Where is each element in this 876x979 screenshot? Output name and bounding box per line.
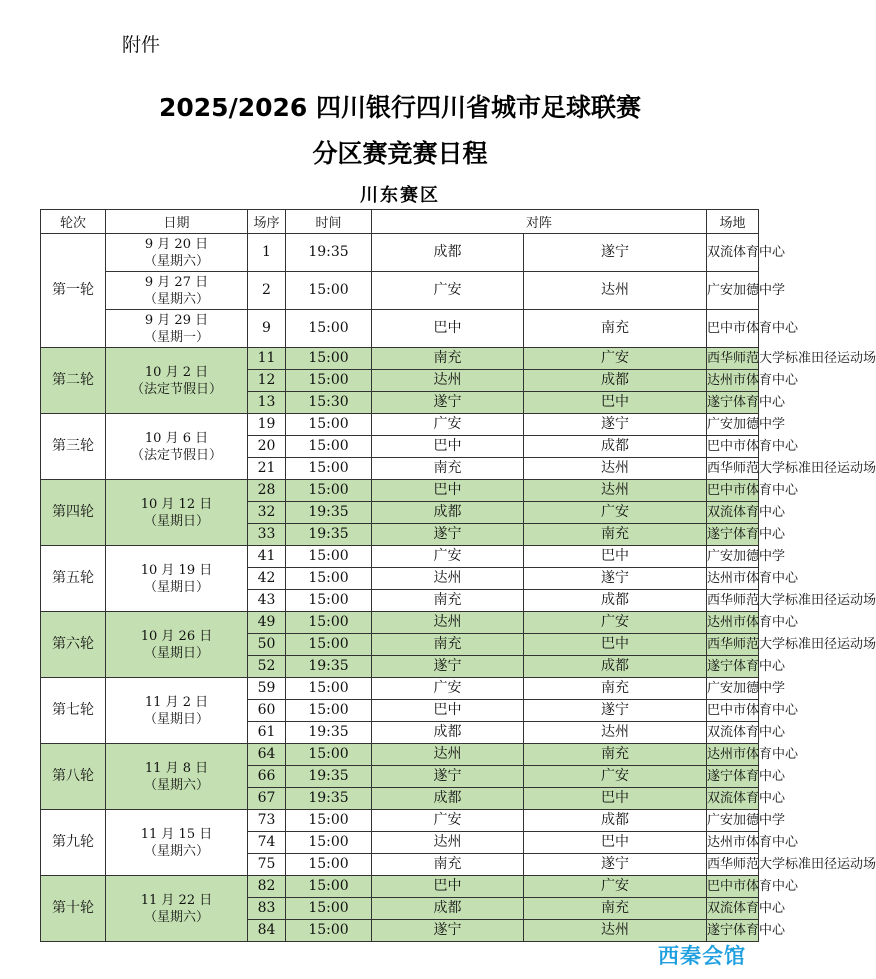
match-time: 15:00 [286,458,372,480]
match-time: 19:35 [286,788,372,810]
home-team: 遂宁 [372,920,524,942]
col-header-match-no: 场序 [248,210,286,234]
away-team: 遂宁 [524,568,707,590]
match-venue: 遂宁体育中心 [707,920,759,942]
match-time: 15:00 [286,898,372,920]
match-venue: 遂宁体育中心 [707,766,759,788]
away-team: 遂宁 [524,854,707,876]
match-venue: 双流体育中心 [707,234,759,272]
match-time: 15:00 [286,348,372,370]
away-team: 遂宁 [524,700,707,722]
match-venue: 达州市体育中心 [707,612,759,634]
match-venue: 遂宁体育中心 [707,524,759,546]
table-row [41,810,759,832]
round-name: 第九轮 [41,810,106,876]
attachment-label: 附件 [122,34,161,56]
match-number: 19 [248,414,286,436]
match-venue: 达州市体育中心 [707,370,759,392]
match-number: 1 [248,234,286,272]
col-header-venue: 场地 [707,210,759,234]
away-team: 南充 [524,898,707,920]
home-team: 南充 [372,590,524,612]
match-number: 59 [248,678,286,700]
match-venue: 巴中市体育中心 [707,876,759,898]
home-team: 南充 [372,458,524,480]
round-name: 第五轮 [41,546,106,612]
away-team: 成都 [524,370,707,392]
match-date: 9 月 27 日 （星期六） [106,272,248,310]
match-venue: 达州市体育中心 [707,832,759,854]
match-number: 42 [248,568,286,590]
match-number: 9 [248,310,286,348]
match-venue: 广安加德中学 [707,678,759,700]
match-time: 15:00 [286,634,372,656]
match-time: 15:00 [286,612,372,634]
home-team: 达州 [372,370,524,392]
table-row [41,310,759,348]
match-venue: 双流体育中心 [707,788,759,810]
match-date: 10 月 26 日 （星期日） [106,612,248,678]
home-team: 达州 [372,612,524,634]
match-number: 28 [248,480,286,502]
away-team: 巴中 [524,634,707,656]
match-date: 11 月 8 日 （星期六） [106,744,248,810]
round-name: 第一轮 [41,234,106,348]
match-date: 9 月 29 日 （星期一） [106,310,248,348]
match-time: 15:00 [286,678,372,700]
match-time: 19:35 [286,722,372,744]
match-venue: 双流体育中心 [707,502,759,524]
table-row [41,272,759,310]
home-team: 南充 [372,348,524,370]
match-number: 50 [248,634,286,656]
away-team: 巴中 [524,392,707,414]
home-team: 广安 [372,678,524,700]
match-date: 10 月 2 日 （法定节假日） [106,348,248,414]
table-row [41,348,759,370]
match-time: 15:00 [286,370,372,392]
match-date: 11 月 2 日 （星期日） [106,678,248,744]
round-name: 第四轮 [41,480,106,546]
home-team: 达州 [372,744,524,766]
match-date: 10 月 19 日 （星期日） [106,546,248,612]
table-header-row [41,210,759,234]
home-team: 南充 [372,634,524,656]
match-venue: 西华师范大学标准田径运动场 [707,854,759,876]
round-name: 第八轮 [41,744,106,810]
match-number: 13 [248,392,286,414]
match-time: 15:00 [286,810,372,832]
match-number: 82 [248,876,286,898]
round-name: 第二轮 [41,348,106,414]
match-time: 19:35 [286,766,372,788]
away-team: 南充 [524,678,707,700]
match-number: 64 [248,744,286,766]
round-name: 第六轮 [41,612,106,678]
match-venue: 达州市体育中心 [707,744,759,766]
away-team: 广安 [524,348,707,370]
match-time: 15:00 [286,876,372,898]
home-team: 广安 [372,810,524,832]
match-venue: 西华师范大学标准田径运动场 [707,348,759,370]
col-header-time: 时间 [286,210,372,234]
match-number: 11 [248,348,286,370]
home-team: 达州 [372,832,524,854]
match-number: 52 [248,656,286,678]
match-number: 33 [248,524,286,546]
match-venue: 达州市体育中心 [707,568,759,590]
table-row [41,744,759,766]
round-name: 第三轮 [41,414,106,480]
col-header-matchup: 对阵 [372,210,707,234]
match-time: 15:00 [286,920,372,942]
home-team: 巴中 [372,310,524,348]
table-row [41,612,759,634]
match-time: 15:30 [286,392,372,414]
match-number: 74 [248,832,286,854]
away-team: 广安 [524,766,707,788]
region-title: 川东赛区 [360,185,440,206]
match-number: 61 [248,722,286,744]
table-row [41,546,759,568]
match-time: 15:00 [286,480,372,502]
document-subtitle: 分区赛竞赛日程 [312,139,488,168]
away-team: 巴中 [524,832,707,854]
match-date: 10 月 12 日 （星期日） [106,480,248,546]
match-venue: 广安加德中学 [707,546,759,568]
match-venue: 西华师范大学标准田径运动场 [707,590,759,612]
match-venue: 西华师范大学标准田径运动场 [707,634,759,656]
away-team: 广安 [524,876,707,898]
col-header-round: 轮次 [41,210,106,234]
away-team: 达州 [524,920,707,942]
match-time: 15:00 [286,414,372,436]
table-row [41,678,759,700]
match-time: 19:35 [286,524,372,546]
match-number: 21 [248,458,286,480]
away-team: 成都 [524,436,707,458]
match-number: 83 [248,898,286,920]
away-team: 遂宁 [524,234,707,272]
match-number: 43 [248,590,286,612]
away-team: 南充 [524,744,707,766]
home-team: 广安 [372,414,524,436]
match-date: 9 月 20 日 （星期六） [106,234,248,272]
match-time: 15:00 [286,310,372,348]
match-venue: 西华师范大学标准田径运动场 [707,458,759,480]
away-team: 达州 [524,722,707,744]
match-number: 32 [248,502,286,524]
home-team: 巴中 [372,876,524,898]
match-number: 12 [248,370,286,392]
away-team: 南充 [524,310,707,348]
table-row [41,876,759,898]
home-team: 成都 [372,898,524,920]
home-team: 广安 [372,546,524,568]
match-time: 15:00 [286,700,372,722]
home-team: 巴中 [372,436,524,458]
match-number: 66 [248,766,286,788]
away-team: 成都 [524,590,707,612]
away-team: 成都 [524,810,707,832]
match-number: 41 [248,546,286,568]
match-time: 15:00 [286,546,372,568]
match-venue: 广安加德中学 [707,414,759,436]
home-team: 广安 [372,272,524,310]
match-time: 15:00 [286,436,372,458]
match-venue: 广安加德中学 [707,272,759,310]
match-number: 49 [248,612,286,634]
match-time: 19:35 [286,234,372,272]
match-venue: 双流体育中心 [707,898,759,920]
match-time: 15:00 [286,854,372,876]
match-time: 15:00 [286,832,372,854]
match-date: 11 月 22 日 （星期六） [106,876,248,942]
home-team: 巴中 [372,700,524,722]
table-row [41,414,759,436]
away-team: 成都 [524,656,707,678]
match-number: 20 [248,436,286,458]
away-team: 广安 [524,612,707,634]
away-team: 巴中 [524,788,707,810]
home-team: 南充 [372,854,524,876]
match-time: 15:00 [286,272,372,310]
match-venue: 双流体育中心 [707,722,759,744]
home-team: 成都 [372,234,524,272]
match-number: 60 [248,700,286,722]
match-time: 19:35 [286,656,372,678]
home-team: 遂宁 [372,524,524,546]
match-time: 15:00 [286,568,372,590]
match-number: 73 [248,810,286,832]
match-number: 84 [248,920,286,942]
home-team: 遂宁 [372,766,524,788]
match-time: 15:00 [286,590,372,612]
home-team: 遂宁 [372,656,524,678]
round-name: 第七轮 [41,678,106,744]
match-venue: 巴中市体育中心 [707,436,759,458]
schedule-table [40,209,876,942]
match-venue: 巴中市体育中心 [707,480,759,502]
col-header-date: 日期 [106,210,248,234]
round-name: 第十轮 [41,876,106,942]
match-date: 11 月 15 日 （星期六） [106,810,248,876]
away-team: 达州 [524,480,707,502]
match-time: 19:35 [286,502,372,524]
away-team: 南充 [524,524,707,546]
match-number: 67 [248,788,286,810]
match-number: 75 [248,854,286,876]
match-venue: 广安加德中学 [707,810,759,832]
match-date: 10 月 6 日 （法定节假日） [106,414,248,480]
home-team: 巴中 [372,480,524,502]
watermark-logo: 西秦会馆 [658,944,746,968]
away-team: 遂宁 [524,414,707,436]
away-team: 广安 [524,502,707,524]
home-team: 成都 [372,502,524,524]
table-row [41,480,759,502]
match-venue: 巴中市体育中心 [707,700,759,722]
match-venue: 遂宁体育中心 [707,656,759,678]
away-team: 巴中 [524,546,707,568]
home-team: 遂宁 [372,392,524,414]
match-number: 2 [248,272,286,310]
home-team: 达州 [372,568,524,590]
home-team: 成都 [372,788,524,810]
away-team: 达州 [524,458,707,480]
away-team: 达州 [524,272,707,310]
match-venue: 遂宁体育中心 [707,392,759,414]
home-team: 成都 [372,722,524,744]
match-time: 15:00 [286,744,372,766]
table-row [41,234,759,272]
document-title: 2025/2026 四川银行四川省城市足球联赛 [159,93,641,122]
match-venue: 巴中市体育中心 [707,310,759,348]
